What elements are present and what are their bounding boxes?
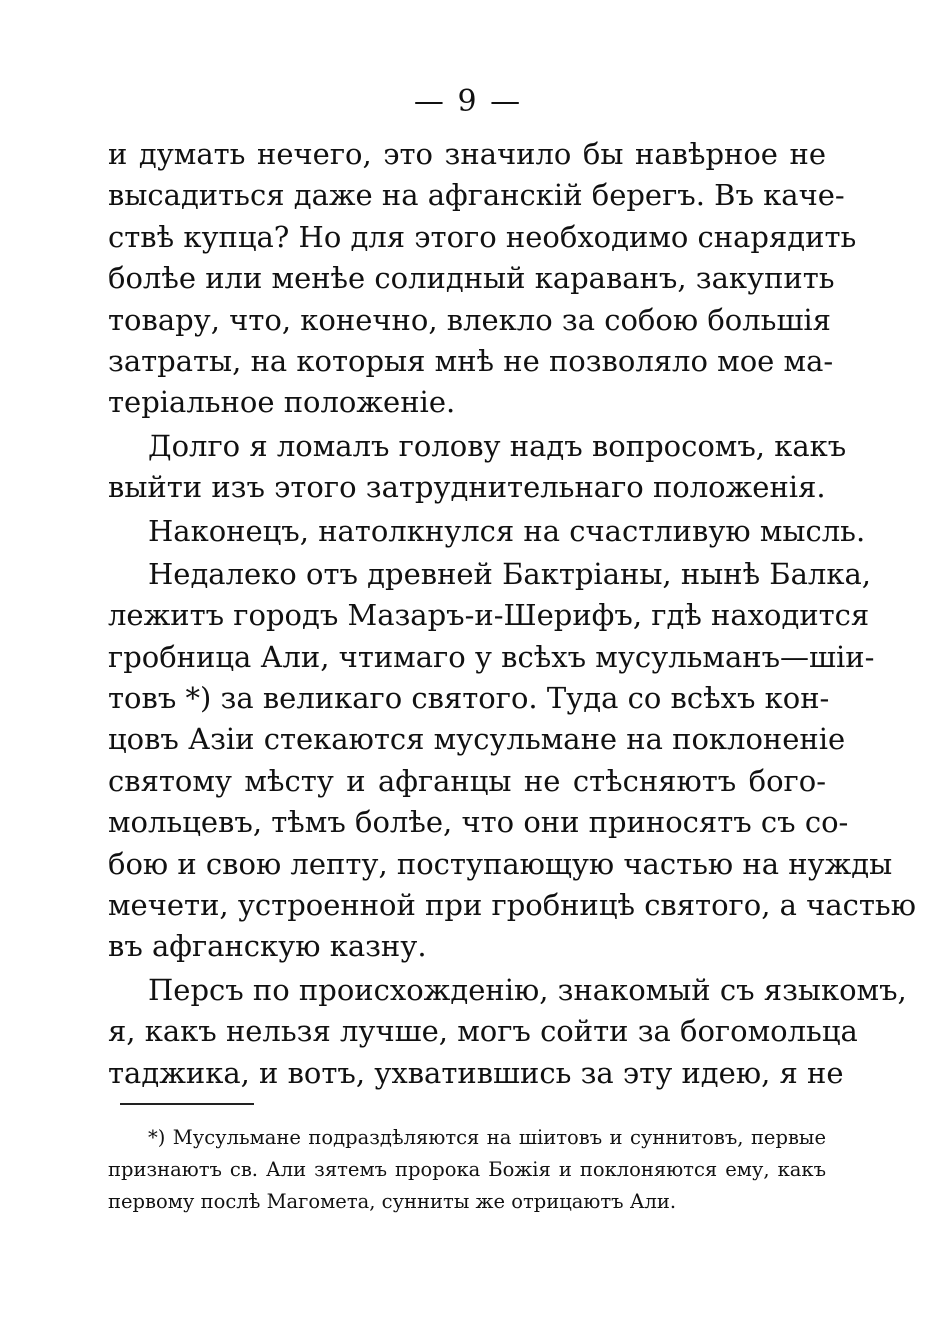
text-line: гробница Али, чтимаго у всѣхъ мусульманъ—шіи- — [108, 639, 875, 674]
text-line: Персъ по происхожденію, знакомый съ языкомъ, — [148, 972, 907, 1007]
text-line: цовъ Азіи стекаются мусульмане на поклоненіе — [108, 722, 846, 757]
footnote-line: признаютъ св. Али зятемъ пророка Божія и поклоняются ему, какъ — [108, 1158, 826, 1181]
footnote-line: *) Мусульмане подраздѣляются на шіитовъ и суннитовъ, первые — [148, 1126, 826, 1149]
text-line: бою и свою лепту, поступающую частью на нужды — [108, 846, 893, 881]
footnote — [108, 1122, 826, 1218]
text-line: ствѣ купца? Но для этого необходимо снарядить — [108, 219, 857, 254]
text-line: лежитъ городъ Мазаръ-и-Шерифъ, гдѣ находится — [108, 598, 870, 633]
text-line: выйти изъ этого затруднительнаго положенія. — [108, 470, 826, 505]
body-text — [108, 134, 916, 1094]
footnote-divider — [120, 1103, 254, 1105]
text-line: товару, что, конечно, влекло за собою большія — [108, 302, 831, 337]
footnote-line: первому послѣ Магомета, сунниты же отрицаютъ Али. — [108, 1190, 677, 1213]
text-line: святому мѣсту и афганцы не стѣсняютъ бого- — [108, 763, 826, 798]
text-line: товъ *) за великаго святого. Туда со всѣхъ кон- — [108, 681, 830, 716]
text-line: я, какъ нельзя лучше, могъ сойти за богомольца — [108, 1014, 858, 1049]
text-line: и думать нечего, это значило бы навѣрное не — [108, 137, 826, 171]
text-line: высадиться даже на афганскій берегъ. Въ каче- — [108, 178, 845, 213]
text-line: таджика, и вотъ, ухватившись за эту идею, я не — [108, 1055, 844, 1090]
page-number: — 9 — — [413, 84, 523, 119]
text-line: Недалеко отъ древней Бактріаны, нынѣ Балка, — [148, 556, 871, 591]
text-line: мольцевъ, тѣмъ болѣе, что они приносятъ съ со- — [108, 805, 849, 840]
text-line: въ афганскую казну. — [108, 929, 427, 964]
text-line: Долго я ломалъ голову надъ вопросомъ, какъ — [148, 428, 847, 463]
text-line: мечети, устроенной при гробницѣ святого, а частью — [108, 888, 916, 923]
text-line: теріальное положеніе. — [108, 385, 456, 420]
text-line: болѣе или менѣе солидный караванъ, закупить — [108, 261, 835, 296]
text-line: затраты, на которыя мнѣ не позволяло мое ма- — [108, 343, 834, 378]
text-line: Наконецъ, натолкнулся на счастливую мысль. — [148, 513, 866, 548]
